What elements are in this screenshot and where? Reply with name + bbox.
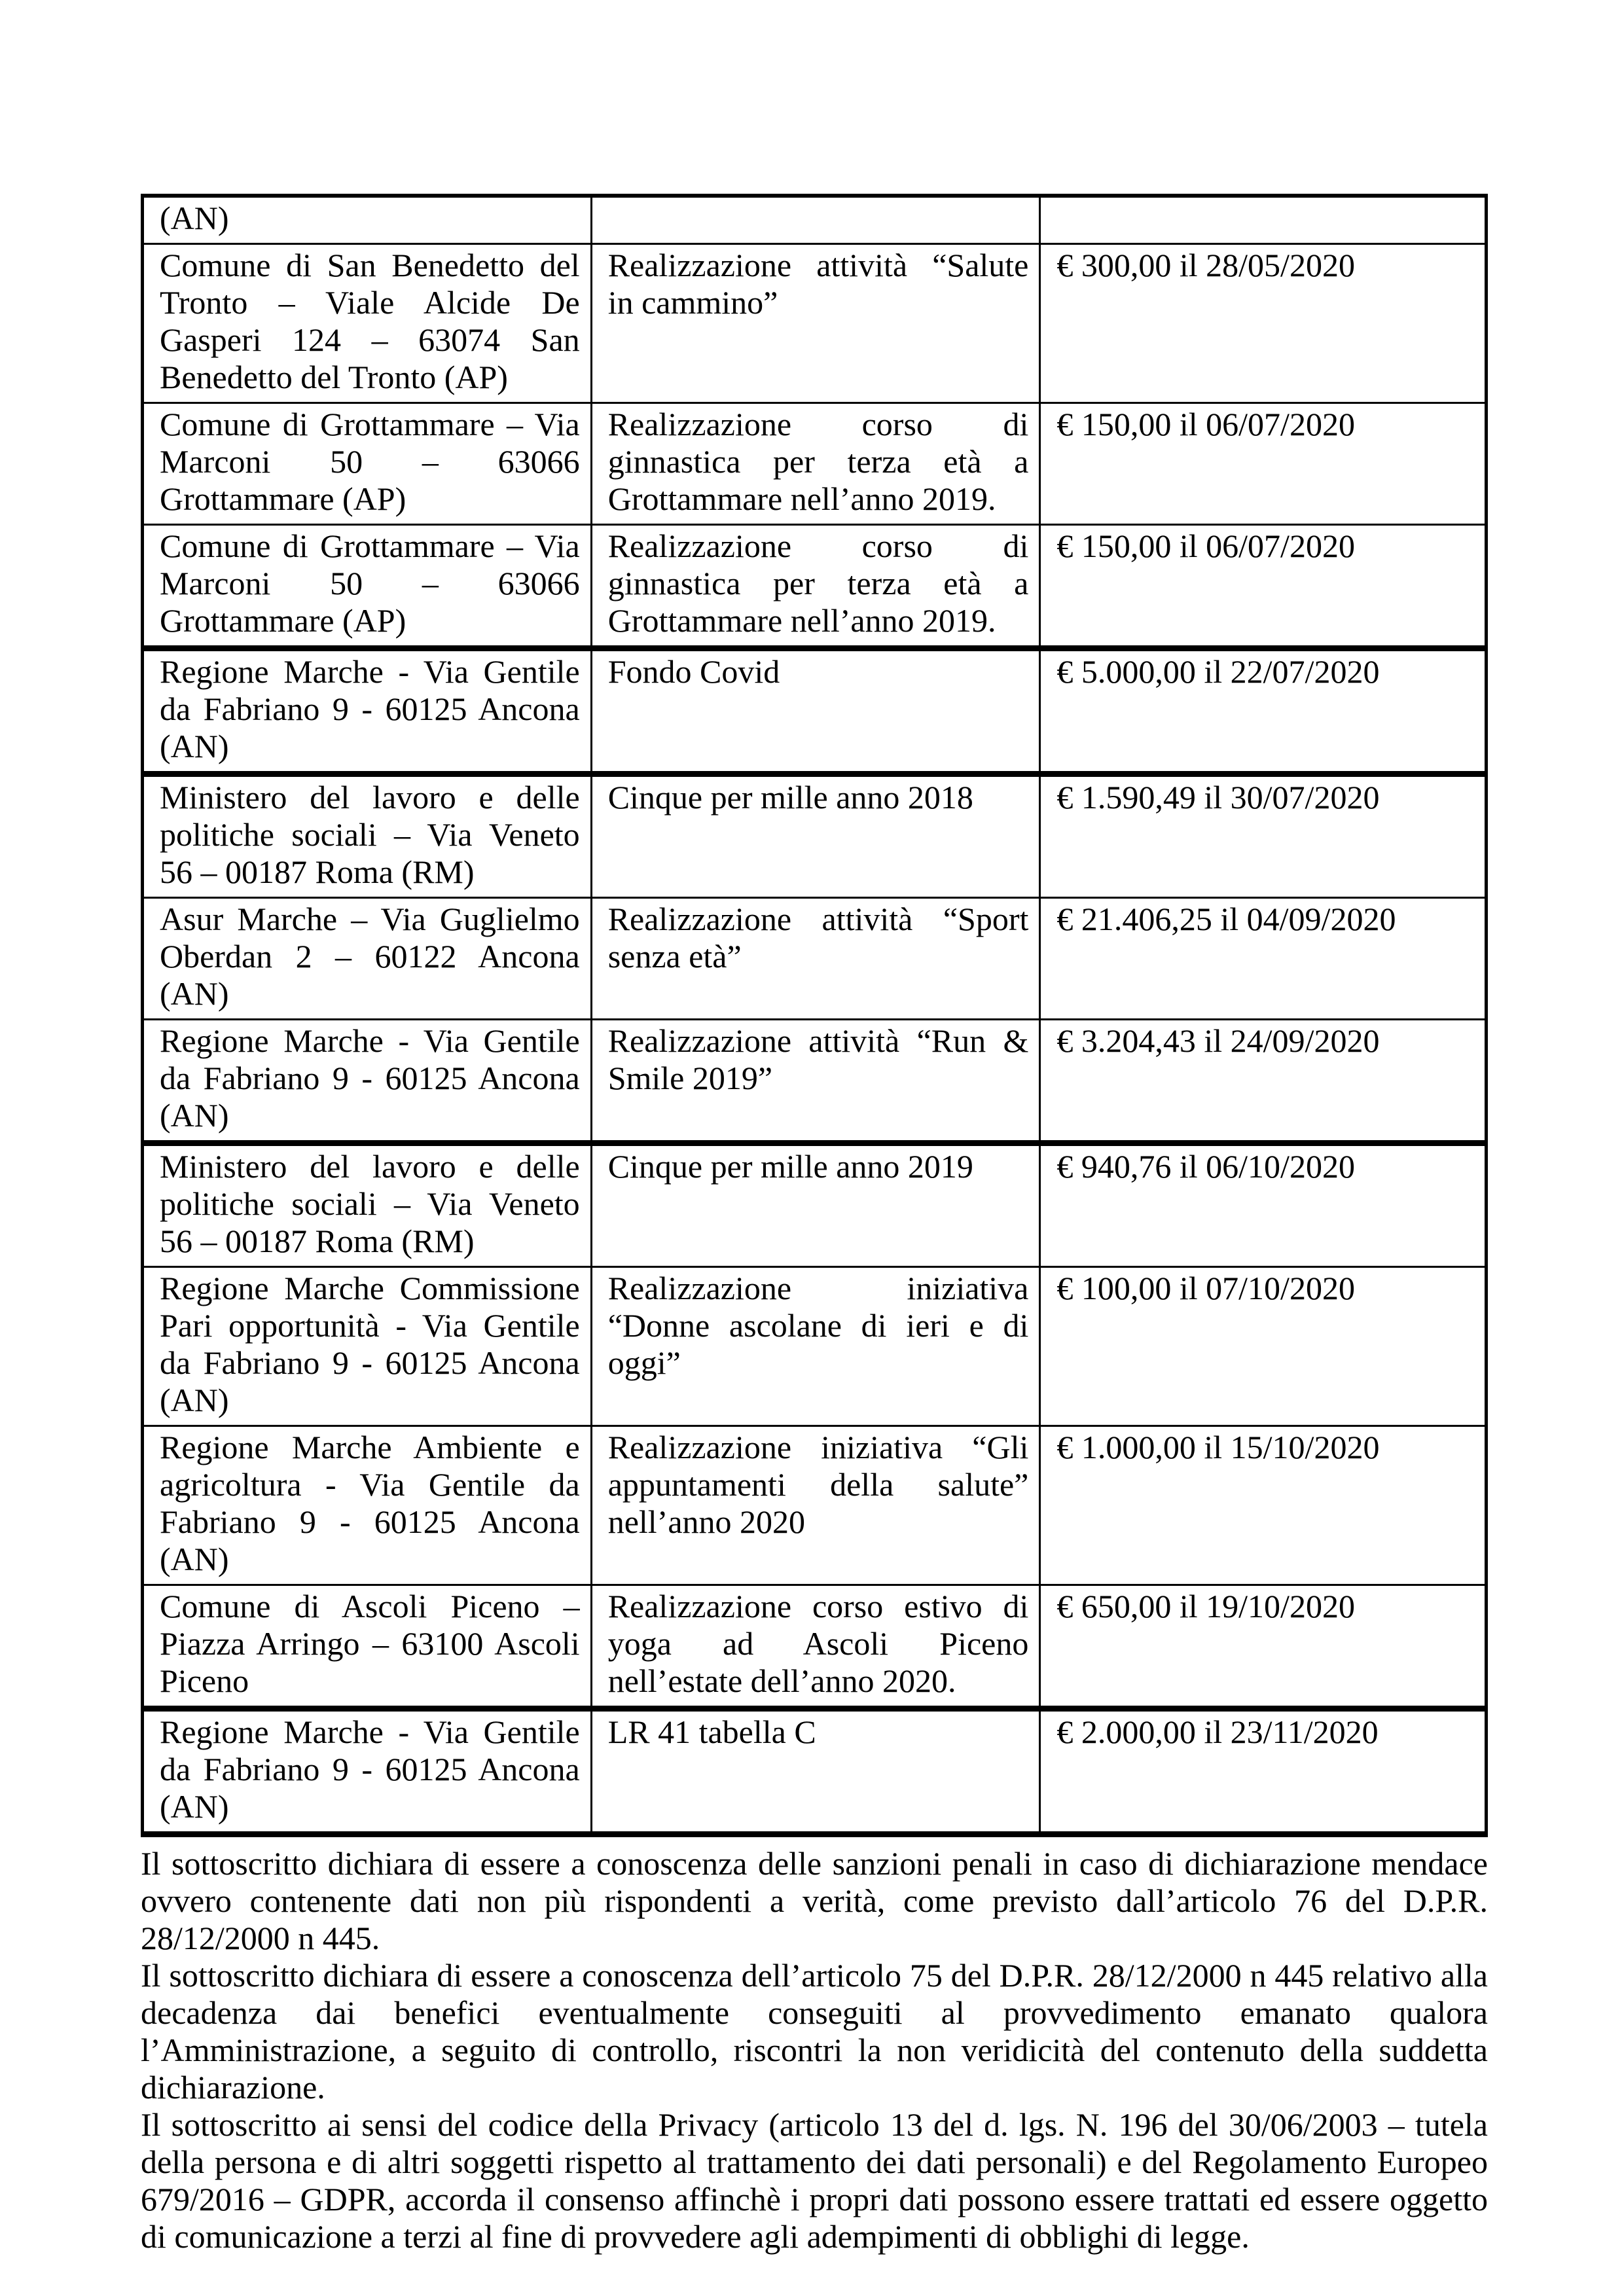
page-content — [141, 194, 1488, 2255]
purpose-cell: Realizzazione corso estivo di yoga ad Ascoli Piceno nell’estate dell’anno 2020. — [591, 1585, 1040, 1709]
amount-cell: € 150,00 il 06/07/2020 — [1040, 403, 1487, 525]
donor-cell: Comune di Ascoli Piceno – Piazza Arringo – 63100 Ascoli Piceno — [143, 1585, 592, 1709]
amount-cell: € 300,00 il 28/05/2020 — [1040, 244, 1487, 403]
declaration-forfeiture: Il sottoscritto dichiara di essere a conoscenza dell’articolo 75 del D.P.R. 28/12/2000 n 445 relativo alla decadenza dai benefici eventualmente conseguiti al provvedimento emanato qualora l’Amministrazione, a seguito di controllo, riscontri la non veridicità del contenuto della suddetta dichiarazione. — [141, 1957, 1488, 2106]
contributions-table — [141, 194, 1488, 1837]
purpose-cell: Cinque per mille anno 2019 — [591, 1143, 1040, 1267]
purpose-cell: Realizzazione corso di ginnastica per terza età a Grottammare nell’anno 2019. — [591, 525, 1040, 649]
purpose-cell: Realizzazione corso di ginnastica per terza età a Grottammare nell’anno 2019. — [591, 403, 1040, 525]
donor-cell: Asur Marche – Via Guglielmo Oberdan 2 – 60122 Ancona (AN) — [143, 898, 592, 1020]
donor-cell: Ministero del lavoro e delle politiche sociali – Via Veneto 56 – 00187 Roma (RM) — [143, 1143, 592, 1267]
declaration-privacy-consent: Il sottoscritto ai sensi del codice della Privacy (articolo 13 del d. lgs. N. 196 del 30/06/2003 – tutela della persona e di altri soggetti rispetto al trattamento dei dati personali) e del Regolamento Europeo 679/2016 – GDPR, accorda il consenso affinchè i propri dati possono essere trattati ed essere oggetto di comunicazione a terzi al fine di provvedere agli adempimenti di obblighi di legge. — [141, 2106, 1488, 2255]
donor-cell: Regione Marche Commissione Pari opportunità - Via Gentile da Fabriano 9 - 60125 Ancona (AN) — [143, 1267, 592, 1426]
purpose-cell — [591, 196, 1040, 244]
donor-cell: Ministero del lavoro e delle politiche sociali – Via Veneto 56 – 00187 Roma (RM) — [143, 774, 592, 898]
table-row — [143, 525, 1487, 649]
purpose-cell: Fondo Covid — [591, 649, 1040, 774]
amount-cell — [1040, 196, 1487, 244]
donor-cell: Regione Marche - Via Gentile da Fabriano 9 - 60125 Ancona (AN) — [143, 1709, 592, 1835]
table-row — [143, 1585, 1487, 1709]
purpose-cell: Realizzazione attività “Sport senza età” — [591, 898, 1040, 1020]
table-row — [143, 1143, 1487, 1267]
amount-cell: € 650,00 il 19/10/2020 — [1040, 1585, 1487, 1709]
contributions-table-body — [143, 196, 1487, 1835]
purpose-cell: Cinque per mille anno 2018 — [591, 774, 1040, 898]
donor-cell: Regione Marche Ambiente e agricoltura - Via Gentile da Fabriano 9 - 60125 Ancona (AN) — [143, 1426, 592, 1585]
purpose-cell: Realizzazione iniziativa “Donne ascolane di ieri e di oggi” — [591, 1267, 1040, 1426]
table-row — [143, 774, 1487, 898]
purpose-cell: LR 41 tabella C — [591, 1709, 1040, 1835]
declaration-sanctions: Il sottoscritto dichiara di essere a conoscenza delle sanzioni penali in caso di dichiarazione mendace ovvero contenente dati non più rispondenti a verità, come previsto dall’articolo 76 del D.P.R. 28/12/2000 n 445. — [141, 1845, 1488, 1956]
donor-cell: Regione Marche - Via Gentile da Fabriano 9 - 60125 Ancona (AN) — [143, 1020, 592, 1143]
table-row — [143, 244, 1487, 403]
amount-cell: € 100,00 il 07/10/2020 — [1040, 1267, 1487, 1426]
table-row — [143, 196, 1487, 244]
amount-cell: € 5.000,00 il 22/07/2020 — [1040, 649, 1487, 774]
purpose-cell: Realizzazione attività “Salute in cammino” — [591, 244, 1040, 403]
table-row — [143, 649, 1487, 774]
amount-cell: € 21.406,25 il 04/09/2020 — [1040, 898, 1487, 1020]
amount-cell: € 1.000,00 il 15/10/2020 — [1040, 1426, 1487, 1585]
amount-cell: € 940,76 il 06/10/2020 — [1040, 1143, 1487, 1267]
donor-cell: (AN) — [143, 196, 592, 244]
table-row — [143, 403, 1487, 525]
amount-cell: € 3.204,43 il 24/09/2020 — [1040, 1020, 1487, 1143]
table-row — [143, 1709, 1487, 1835]
amount-cell: € 1.590,49 il 30/07/2020 — [1040, 774, 1487, 898]
donor-cell: Regione Marche - Via Gentile da Fabriano 9 - 60125 Ancona (AN) — [143, 649, 592, 774]
table-row — [143, 1020, 1487, 1143]
table-row — [143, 898, 1487, 1020]
purpose-cell: Realizzazione attività “Run & Smile 2019” — [591, 1020, 1040, 1143]
table-row — [143, 1426, 1487, 1585]
purpose-cell: Realizzazione iniziativa “Gli appuntamenti della salute” nell’anno 2020 — [591, 1426, 1040, 1585]
declarations-block — [141, 1845, 1488, 2255]
table-row — [143, 1267, 1487, 1426]
donor-cell: Comune di Grottammare – Via Marconi 50 – 63066 Grottammare (AP) — [143, 525, 592, 649]
donor-cell: Comune di San Benedetto del Tronto – Viale Alcide De Gasperi 124 – 63074 San Benedetto del Tronto (AP) — [143, 244, 592, 403]
donor-cell: Comune di Grottammare – Via Marconi 50 – 63066 Grottammare (AP) — [143, 403, 592, 525]
amount-cell: € 2.000,00 il 23/11/2020 — [1040, 1709, 1487, 1835]
amount-cell: € 150,00 il 06/07/2020 — [1040, 525, 1487, 649]
